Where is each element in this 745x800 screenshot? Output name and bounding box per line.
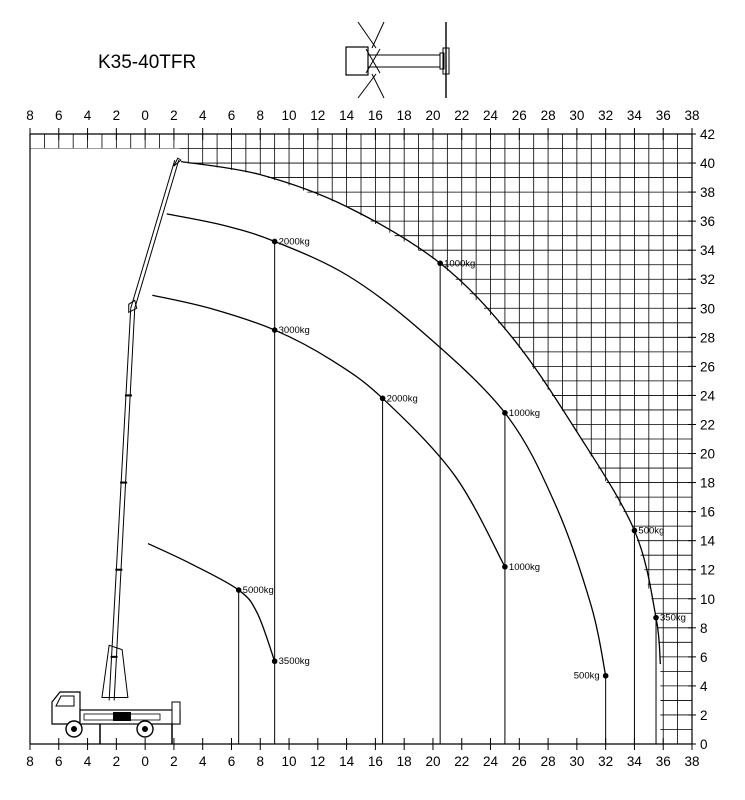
load-point [380,396,386,402]
x-tick-label: 24 [483,108,499,123]
y-tick-label: 4 [700,678,708,694]
load-point [236,587,242,593]
top-x-ticks [26,108,699,140]
y-tick-label: 6 [700,649,708,665]
x-tick-label: 20 [425,108,441,123]
x-tick-label: 30 [569,754,585,769]
basket-leg-br [372,74,384,98]
x-tick-label: 14 [339,108,355,123]
x-tick-label: 4 [198,754,207,769]
truck-outrigger-box [113,712,131,721]
load-point-label: 2000kg [278,236,310,248]
load-point-label: 1000kg [508,407,541,419]
load-point [272,658,278,664]
y-tick-label: 20 [700,446,716,462]
y-tick-label: 38 [700,185,716,201]
y-tick-label: 16 [700,504,716,520]
x-tick-label: 12 [310,754,326,769]
x-tick-label: 18 [396,108,412,123]
y-tick-label: 2 [700,707,708,723]
x-tick-label: 12 [310,108,326,123]
load-point-label: 3500kg [278,656,310,668]
load-point-label: 3000kg [278,325,310,337]
x-tick-label: 34 [626,754,642,769]
x-tick-label: 6 [55,108,63,123]
load-point [632,528,638,534]
basket-box [346,47,368,75]
x-tick-label: 4 [198,108,207,123]
x-tick-label: 22 [454,108,470,123]
load-point [603,673,609,679]
load-point [653,615,659,621]
x-tick-label: 16 [367,108,383,123]
x-tick-label: 38 [684,108,700,123]
truck-rear-post [172,702,180,724]
grid-mask [30,149,180,744]
truck-rear-hub [142,726,148,732]
x-tick-label: 2 [112,108,121,123]
y-tick-label: 26 [700,359,716,375]
load-point-label: 1000kg [444,258,476,270]
x-tick-label: 0 [141,754,149,769]
x-tick-label: 32 [598,754,614,769]
x-tick-label: 6 [55,754,63,769]
grid-layer [30,134,692,744]
load-point-label: 2000kg [386,393,418,405]
y-tick-label: 24 [700,388,716,404]
load-point-label: 5000kg [242,585,274,597]
load-point [502,564,508,570]
x-tick-label: 8 [26,754,34,769]
x-tick-label: 6 [227,754,236,769]
x-tick-label: 38 [684,754,700,769]
basket-plan-icon [346,22,449,98]
x-tick-label: 36 [655,754,671,769]
load-arc-2 [152,295,505,567]
x-tick-label: 30 [569,108,585,123]
x-tick-label: 32 [598,108,614,123]
y-tick-label: 42 [700,127,716,142]
chart-title: K35-40TFR [98,52,197,73]
load-point-label: 350kg [660,612,686,624]
x-tick-label: 4 [83,108,92,123]
x-tick-label: 28 [540,754,556,769]
x-tick-label: 4 [83,754,92,769]
x-tick-label: 10 [281,754,297,769]
x-tick-label: 2 [112,754,121,769]
y-tick-label: 40 [700,156,716,172]
y-tick-label: 36 [700,214,716,230]
x-tick-label: 24 [483,754,499,769]
x-tick-label: 26 [511,754,527,769]
x-tick-label: 2 [170,108,178,123]
y-tick-label: 14 [700,533,716,549]
basket-leg-tr [372,22,384,48]
y-tick-label: 10 [700,591,716,607]
x-tick-label: 28 [540,108,556,123]
load-point-label: 500kg [573,670,600,682]
load-point-label: 1000kg [508,561,541,573]
y-tick-label: 30 [700,301,716,317]
load-point [272,327,278,333]
y-tick-label: 18 [700,475,716,491]
load-point [437,260,443,266]
boom-joint [120,482,127,484]
x-tick-label: 18 [396,754,412,769]
drop-lines [239,241,656,744]
x-tick-label: 20 [425,754,441,769]
load-arc-3 [167,214,606,676]
y-tick-label: 22 [700,417,716,433]
boom-joint [111,656,118,658]
load-point [272,239,278,245]
boom-joint [125,394,132,396]
load-point [502,410,508,416]
x-tick-label: 14 [339,754,355,769]
x-tick-label: 2 [170,754,178,769]
x-tick-label: 16 [367,754,383,769]
y-tick-label: 34 [700,243,716,259]
x-tick-label: 36 [655,108,671,123]
y-tick-label: 32 [700,272,716,288]
x-tick-label: 26 [511,108,527,123]
y-tick-label: 12 [700,562,716,578]
truck-front-hub [71,726,77,732]
y-tick-label: 0 [700,737,708,752]
x-tick-label: 22 [454,754,470,769]
x-tick-label: 34 [626,108,642,123]
x-tick-label: 8 [26,108,34,123]
x-tick-label: 8 [256,754,265,769]
x-tick-label: 10 [281,108,297,123]
load-points [236,236,686,681]
x-tick-label: 8 [256,108,265,123]
x-tick-label: 6 [227,108,236,123]
x-tick-label: 0 [141,108,149,123]
y-tick-label: 28 [700,330,716,346]
y-tick-label: 8 [700,620,708,636]
boom-joint [115,569,122,571]
load-arcs [148,162,660,676]
load-point-label: 500kg [638,525,665,537]
